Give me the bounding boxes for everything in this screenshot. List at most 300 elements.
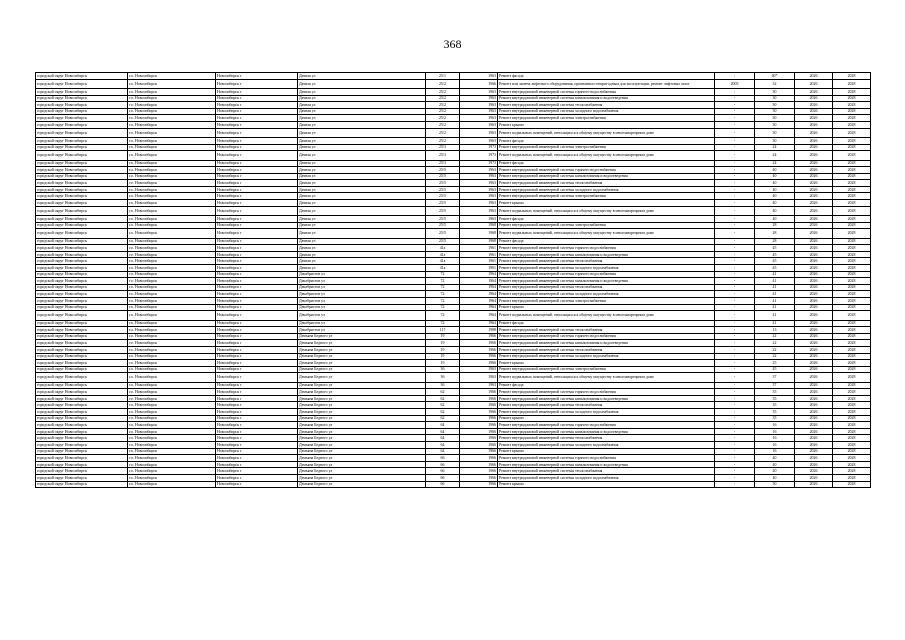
street-cell: Декабристов ул [298, 271, 426, 278]
street-cell: Демьяна Бедного ул [298, 382, 426, 389]
wear-cell: 41 [755, 320, 795, 327]
build-year-cell: 1963 [460, 382, 498, 389]
district-cell: г.о. Новосибирск [128, 108, 216, 115]
build-year-cell: 1964 [460, 284, 498, 291]
start-year-cell: 2026 [795, 88, 833, 95]
work-type-cell: Ремонт внутридомовой инженерной системы канализования и водоотведения [498, 95, 715, 102]
build-year-cell: 1963 [460, 180, 498, 187]
street-cell: Демьяна Бедного ул [298, 442, 426, 449]
work-type-cell: Ремонт подвальных помещений, относящихся к общему имуществу в многоквартирном доме [498, 128, 715, 137]
district-cell: г.о. Новосибирск [128, 435, 216, 442]
elevator-year-cell: - [715, 435, 755, 442]
end-year-cell: 2028 [833, 186, 871, 193]
start-year-cell: 2026 [795, 278, 833, 285]
work-type-cell: Ремонт внутридомовой инженерной системы холодного водоснабжения [498, 265, 715, 272]
wear-cell: 45 [755, 258, 795, 265]
street-cell: Декабристов ул [298, 284, 426, 291]
street-cell: Демьяна Бедного ул [298, 475, 426, 482]
start-year-cell: 2026 [795, 245, 833, 252]
table-row [36, 428, 871, 435]
work-type-cell: Ремонт или замена лифтового оборудования, признанного непригодным для эксплуатации, ремонт лифтовых шахт [498, 79, 715, 88]
house-number-cell: 25/5 [426, 229, 460, 238]
wear-cell: 30 [755, 88, 795, 95]
municipality-cell: городской округ Новосибирск [36, 481, 128, 488]
start-year-cell: 2026 [795, 95, 833, 102]
street-cell: Дачная ул [298, 200, 426, 207]
street-cell: Демьяна Бедного ул [298, 395, 426, 402]
wear-cell: 37 [755, 382, 795, 389]
city-cell: Новосибирск г [216, 238, 298, 245]
street-cell: Дачная ул [298, 173, 426, 180]
table-row [36, 193, 871, 200]
municipality-cell: городской округ Новосибирск [36, 360, 128, 367]
end-year-cell: 2028 [833, 395, 871, 402]
build-year-cell: 1964 [460, 297, 498, 304]
street-cell: Дачная ул [298, 160, 426, 167]
street-cell: Дачная ул [298, 73, 426, 80]
work-type-cell: Ремонт внутридомовой инженерной системы электроснабжения [498, 366, 715, 373]
municipality-cell: городской округ Новосибирск [36, 346, 128, 353]
start-year-cell: 2026 [795, 461, 833, 468]
end-year-cell: 2028 [833, 481, 871, 488]
build-year-cell: 1973 [460, 144, 498, 151]
work-type-cell: Ремонт крыши [498, 200, 715, 207]
municipality-cell: городской округ Новосибирск [36, 229, 128, 238]
elevator-year-cell: - [715, 137, 755, 144]
municipality-cell: городской округ Новосибирск [36, 95, 128, 102]
elevator-year-cell: - [715, 311, 755, 320]
wear-cell: 24 [755, 144, 795, 151]
work-type-cell: Ремонт внутридомовой инженерной системы теплоснабжения [498, 180, 715, 187]
end-year-cell: 2028 [833, 346, 871, 353]
wear-cell: 32 [755, 79, 795, 88]
start-year-cell: 2026 [795, 73, 833, 80]
start-year-cell: 2026 [795, 366, 833, 373]
city-cell: Новосибирск г [216, 128, 298, 137]
start-year-cell: 2026 [795, 193, 833, 200]
work-type-cell: Ремонт внутридомовой инженерной системы канализования и водоотведения [498, 428, 715, 435]
end-year-cell: 2028 [833, 448, 871, 455]
elevator-year-cell: - [715, 245, 755, 252]
work-type-cell: Ремонт внутридомовой инженерной системы канализования и водоотведения [498, 395, 715, 402]
district-cell: г.о. Новосибирск [128, 144, 216, 151]
municipality-cell: городской округ Новосибирск [36, 278, 128, 285]
work-type-cell: Ремонт крыши [498, 360, 715, 367]
street-cell: Демьяна Бедного ул [298, 340, 426, 347]
end-year-cell: 2028 [833, 278, 871, 285]
wear-cell: 40* [755, 73, 795, 80]
city-cell: Новосибирск г [216, 291, 298, 298]
district-cell: г.о. Новосибирск [128, 193, 216, 200]
end-year-cell: 2028 [833, 121, 871, 128]
work-type-cell: Ремонт внутридомовой инженерной системы теплоснабжения [498, 327, 715, 334]
table-row [36, 320, 871, 327]
end-year-cell: 2028 [833, 340, 871, 347]
table-row [36, 468, 871, 475]
city-cell: Новосибирск г [216, 88, 298, 95]
street-cell: Декабристов ул [298, 304, 426, 311]
wear-cell: 30 [755, 102, 795, 109]
house-number-cell: 72 [426, 311, 460, 320]
work-type-cell: Ремонт внутридомовой инженерной системы электроснабжения [498, 115, 715, 122]
work-type-cell: Ремонт подвальных помещений, относящихся к общему имуществу в многоквартирном доме [498, 311, 715, 320]
house-number-cell: 64 [426, 442, 460, 449]
table-row [36, 229, 871, 238]
district-cell: г.о. Новосибирск [128, 389, 216, 396]
build-year-cell: 1961 [460, 251, 498, 258]
build-year-cell: 1966 [460, 435, 498, 442]
city-cell: Новосибирск г [216, 468, 298, 475]
wear-cell: 37 [755, 373, 795, 382]
end-year-cell: 2028 [833, 79, 871, 88]
municipality-cell: городской округ Новосибирск [36, 389, 128, 396]
house-number-cell: 25/2 [426, 137, 460, 144]
city-cell: Новосибирск г [216, 297, 298, 304]
start-year-cell: 2026 [795, 468, 833, 475]
city-cell: Новосибирск г [216, 320, 298, 327]
start-year-cell: 2026 [795, 311, 833, 320]
wear-cell: 35 [755, 395, 795, 402]
elevator-year-cell: - [715, 193, 755, 200]
start-year-cell: 2026 [795, 216, 833, 223]
street-cell: Дачная ул [298, 180, 426, 187]
end-year-cell: 2028 [833, 422, 871, 429]
street-cell: Дачная ул [298, 251, 426, 258]
work-type-cell: Ремонт фасада [498, 73, 715, 80]
municipality-cell: городской округ Новосибирск [36, 311, 128, 320]
district-cell: г.о. Новосибирск [128, 186, 216, 193]
build-year-cell: 1966 [460, 481, 498, 488]
build-year-cell: 1966 [460, 79, 498, 88]
wear-cell: 16 [755, 435, 795, 442]
end-year-cell: 2028 [833, 115, 871, 122]
wear-cell: 45 [755, 245, 795, 252]
table-row [36, 173, 871, 180]
municipality-cell: городской округ Новосибирск [36, 304, 128, 311]
start-year-cell: 2026 [795, 186, 833, 193]
work-type-cell: Ремонт внутридомовой инженерной системы холодного водоснабжения [498, 186, 715, 193]
elevator-year-cell: - [715, 461, 755, 468]
municipality-cell: городской округ Новосибирск [36, 435, 128, 442]
start-year-cell: 2026 [795, 353, 833, 360]
wear-cell: 30 [755, 121, 795, 128]
end-year-cell: 2028 [833, 389, 871, 396]
city-cell: Новосибирск г [216, 160, 298, 167]
build-year-cell: 1966 [460, 389, 498, 396]
street-cell: Демьяна Бедного ул [298, 346, 426, 353]
start-year-cell: 2026 [795, 251, 833, 258]
wear-cell: 28 [755, 222, 795, 229]
wear-cell: 30 [755, 128, 795, 137]
table-row [36, 346, 871, 353]
elevator-year-cell: - [715, 173, 755, 180]
municipality-cell: городской округ Новосибирск [36, 206, 128, 215]
build-year-cell: 1968 [460, 229, 498, 238]
wear-cell: 41 [755, 297, 795, 304]
table-row [36, 167, 871, 174]
municipality-cell: городской округ Новосибирск [36, 200, 128, 207]
street-cell: Демьяна Бедного ул [298, 360, 426, 367]
street-cell: Дачная ул [298, 137, 426, 144]
start-year-cell: 2026 [795, 200, 833, 207]
wear-cell: 22 [755, 346, 795, 353]
table-row [36, 200, 871, 207]
house-number-cell: 19 [426, 353, 460, 360]
municipality-cell: городской округ Новосибирск [36, 238, 128, 245]
table-row [36, 353, 871, 360]
district-cell: г.о. Новосибирск [128, 366, 216, 373]
house-number-cell: 36 [426, 373, 460, 382]
elevator-year-cell: - [715, 144, 755, 151]
start-year-cell: 2026 [795, 258, 833, 265]
table-row [36, 73, 871, 80]
district-cell: г.о. Новосибирск [128, 297, 216, 304]
house-number-cell: 36 [426, 382, 460, 389]
street-cell: Дачная ул [298, 144, 426, 151]
elevator-year-cell: - [715, 238, 755, 245]
city-cell: Новосибирск г [216, 271, 298, 278]
city-cell: Новосибирск г [216, 481, 298, 488]
municipality-cell: городской округ Новосибирск [36, 271, 128, 278]
table-row [36, 102, 871, 109]
district-cell: г.о. Новосибирск [128, 180, 216, 187]
start-year-cell: 2026 [795, 402, 833, 409]
work-type-cell: Ремонт внутридомовой инженерной системы горячего водоснабжения [498, 167, 715, 174]
end-year-cell: 2028 [833, 251, 871, 258]
city-cell: Новосибирск г [216, 442, 298, 449]
table-row [36, 442, 871, 449]
start-year-cell: 2026 [795, 395, 833, 402]
house-number-cell: 117 [426, 327, 460, 334]
street-cell: Дачная ул [298, 115, 426, 122]
street-cell: Дачная ул [298, 167, 426, 174]
municipality-cell: городской округ Новосибирск [36, 102, 128, 109]
street-cell: Демьяна Бедного ул [298, 422, 426, 429]
table-row [36, 327, 871, 334]
work-type-cell: Ремонт фасада [498, 137, 715, 144]
street-cell: Декабристов ул [298, 311, 426, 320]
city-cell: Новосибирск г [216, 206, 298, 215]
city-cell: Новосибирск г [216, 353, 298, 360]
build-year-cell: 1963 [460, 216, 498, 223]
start-year-cell: 2026 [795, 271, 833, 278]
work-type-cell: Ремонт внутридомовой инженерной системы горячего водоснабжения [498, 245, 715, 252]
build-year-cell: 1966 [460, 461, 498, 468]
city-cell: Новосибирск г [216, 382, 298, 389]
table-row [36, 435, 871, 442]
table-row [36, 186, 871, 193]
district-cell: г.о. Новосибирск [128, 415, 216, 422]
district-cell: г.о. Новосибирск [128, 128, 216, 137]
municipality-cell: городской округ Новосибирск [36, 382, 128, 389]
start-year-cell: 2026 [795, 108, 833, 115]
end-year-cell: 2028 [833, 409, 871, 416]
table-row [36, 216, 871, 223]
start-year-cell: 2026 [795, 173, 833, 180]
elevator-year-cell: - [715, 422, 755, 429]
elevator-year-cell: - [715, 448, 755, 455]
district-cell: г.о. Новосибирск [128, 278, 216, 285]
district-cell: г.о. Новосибирск [128, 160, 216, 167]
street-cell: Дачная ул [298, 258, 426, 265]
build-year-cell: 1961 [460, 258, 498, 265]
wear-cell: 40 [755, 216, 795, 223]
start-year-cell: 2026 [795, 327, 833, 334]
municipality-cell: городской округ Новосибирск [36, 373, 128, 382]
house-number-cell: 66 [426, 461, 460, 468]
street-cell: Демьяна Бедного ул [298, 461, 426, 468]
house-number-cell: 72 [426, 271, 460, 278]
street-cell: Демьяна Бедного ул [298, 468, 426, 475]
street-cell: Дачная ул [298, 238, 426, 245]
table-row [36, 360, 871, 367]
municipality-cell: городской округ Новосибирск [36, 327, 128, 334]
end-year-cell: 2028 [833, 402, 871, 409]
end-year-cell: 2028 [833, 311, 871, 320]
build-year-cell: 1963 [460, 206, 498, 215]
municipality-cell: городской округ Новосибирск [36, 320, 128, 327]
city-cell: Новосибирск г [216, 173, 298, 180]
municipality-cell: городской округ Новосибирск [36, 258, 128, 265]
build-year-cell: 1961 [460, 245, 498, 252]
build-year-cell: 1964 [460, 271, 498, 278]
build-year-cell: 1963 [460, 115, 498, 122]
municipality-cell: городской округ Новосибирск [36, 151, 128, 160]
wear-cell: 40 [755, 468, 795, 475]
build-year-cell: 1966 [460, 340, 498, 347]
build-year-cell: 1964 [460, 278, 498, 285]
start-year-cell: 2026 [795, 229, 833, 238]
house-number-cell: 72 [426, 297, 460, 304]
build-year-cell: 1964 [460, 304, 498, 311]
elevator-year-cell: - [715, 468, 755, 475]
wear-cell: 35 [755, 389, 795, 396]
house-number-cell: 41а [426, 245, 460, 252]
house-number-cell: 25/5 [426, 180, 460, 187]
house-number-cell: 41а [426, 258, 460, 265]
street-cell: Демьяна Бедного ул [298, 448, 426, 455]
work-type-cell: Ремонт внутридомовой инженерной системы теплоснабжения [498, 258, 715, 265]
work-type-cell: Ремонт внутридомовой инженерной системы холодного водоснабжения [498, 409, 715, 416]
build-year-cell: 1963 [460, 137, 498, 144]
house-number-cell: 19 [426, 346, 460, 353]
end-year-cell: 2028 [833, 128, 871, 137]
build-year-cell: 1966 [460, 360, 498, 367]
start-year-cell: 2026 [795, 428, 833, 435]
city-cell: Новосибирск г [216, 422, 298, 429]
end-year-cell: 2028 [833, 265, 871, 272]
house-number-cell: 25/5 [426, 206, 460, 215]
start-year-cell: 2026 [795, 415, 833, 422]
work-type-cell: Ремонт внутридомовой инженерной системы канализования и водоотведения [498, 278, 715, 285]
district-cell: г.о. Новосибирск [128, 382, 216, 389]
house-number-cell: 36 [426, 366, 460, 373]
street-cell: Дачная ул [298, 128, 426, 137]
start-year-cell: 2026 [795, 455, 833, 462]
elevator-year-cell: - [715, 115, 755, 122]
elevator-year-cell: - [715, 360, 755, 367]
district-cell: г.о. Новосибирск [128, 461, 216, 468]
work-type-cell: Ремонт внутридомовой инженерной системы теплоснабжения [498, 284, 715, 291]
elevator-year-cell: - [715, 320, 755, 327]
street-cell: Дачная ул [298, 102, 426, 109]
elevator-year-cell: - [715, 121, 755, 128]
build-year-cell: 1968 [460, 238, 498, 245]
wear-cell: 22 [755, 340, 795, 347]
wear-cell: 30 [755, 108, 795, 115]
street-cell: Декабристов ул [298, 320, 426, 327]
elevator-year-cell: - [715, 251, 755, 258]
end-year-cell: 2028 [833, 366, 871, 373]
house-number-cell: 25/2 [426, 121, 460, 128]
district-cell: г.о. Новосибирск [128, 251, 216, 258]
city-cell: Новосибирск г [216, 395, 298, 402]
city-cell: Новосибирск г [216, 327, 298, 334]
house-number-cell: 25/1 [426, 73, 460, 80]
end-year-cell: 2028 [833, 238, 871, 245]
start-year-cell: 2026 [795, 304, 833, 311]
district-cell: г.о. Новосибирск [128, 468, 216, 475]
city-cell: Новосибирск г [216, 251, 298, 258]
house-number-cell: 25/5 [426, 216, 460, 223]
build-year-cell: 1963 [460, 88, 498, 95]
city-cell: Новосибирск г [216, 475, 298, 482]
municipality-cell: городской округ Новосибирск [36, 73, 128, 80]
start-year-cell: 2026 [795, 320, 833, 327]
table-row [36, 333, 871, 340]
district-cell: г.о. Новосибирск [128, 151, 216, 160]
elevator-year-cell: - [715, 389, 755, 396]
district-cell: г.о. Новосибирск [128, 216, 216, 223]
table-row [36, 297, 871, 304]
municipality-cell: городской округ Новосибирск [36, 340, 128, 347]
elevator-year-cell: - [715, 151, 755, 160]
wear-cell: 45 [755, 366, 795, 373]
end-year-cell: 2028 [833, 108, 871, 115]
end-year-cell: 2028 [833, 320, 871, 327]
municipality-cell: городской округ Новосибирск [36, 265, 128, 272]
elevator-year-cell: - [715, 229, 755, 238]
city-cell: Новосибирск г [216, 167, 298, 174]
start-year-cell: 2026 [795, 79, 833, 88]
table-row [36, 151, 871, 160]
start-year-cell: 2026 [795, 115, 833, 122]
municipality-cell: городской округ Новосибирск [36, 79, 128, 88]
wear-cell: 40 [755, 200, 795, 207]
municipality-cell: городской округ Новосибирск [36, 333, 128, 340]
end-year-cell: 2028 [833, 151, 871, 160]
house-number-cell: 62 [426, 409, 460, 416]
district-cell: г.о. Новосибирск [128, 258, 216, 265]
elevator-year-cell: - [715, 366, 755, 373]
district-cell: г.о. Новосибирск [128, 121, 216, 128]
district-cell: г.о. Новосибирск [128, 167, 216, 174]
end-year-cell: 2028 [833, 193, 871, 200]
build-year-cell: 1963 [460, 193, 498, 200]
district-cell: г.о. Новосибирск [128, 222, 216, 229]
municipality-cell: городской округ Новосибирск [36, 353, 128, 360]
work-type-cell: Ремонт внутридомовой инженерной системы холодного водоснабжения [498, 291, 715, 298]
city-cell: Новосибирск г [216, 415, 298, 422]
street-cell: Демьяна Бедного ул [298, 435, 426, 442]
start-year-cell: 2026 [795, 435, 833, 442]
municipality-cell: городской округ Новосибирск [36, 108, 128, 115]
elevator-year-cell: - [715, 402, 755, 409]
work-type-cell: Ремонт внутридомовой инженерной системы горячего водоснабжения [498, 389, 715, 396]
work-type-cell: Ремонт крыши [498, 304, 715, 311]
elevator-year-cell: - [715, 88, 755, 95]
table-row [36, 340, 871, 347]
